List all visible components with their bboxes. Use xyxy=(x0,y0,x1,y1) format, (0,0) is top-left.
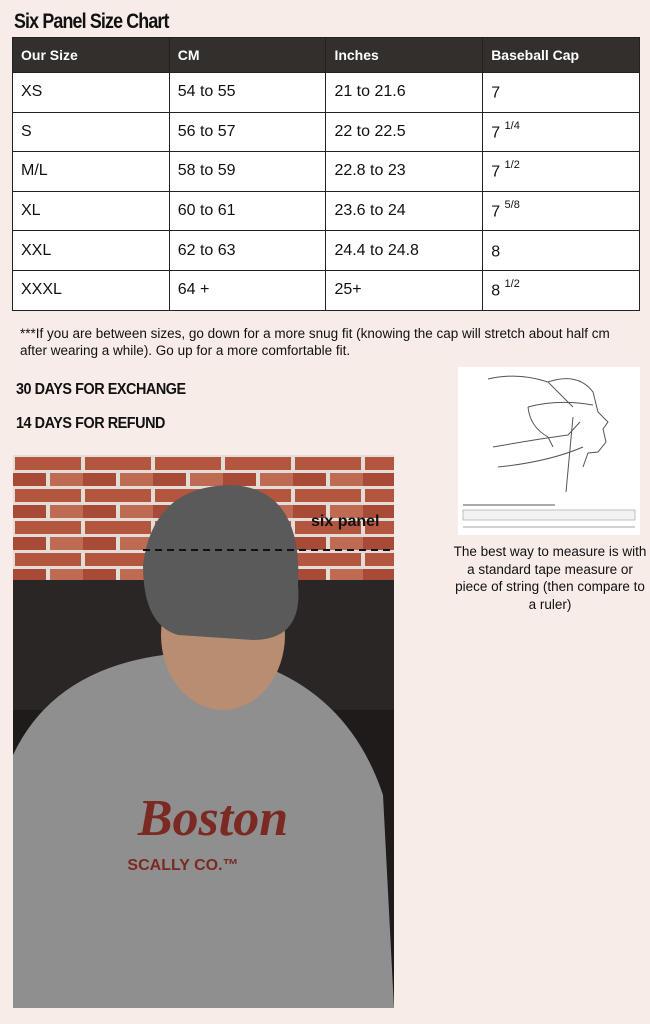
cell-inches xyxy=(326,152,483,192)
cell-size xyxy=(13,152,170,192)
cell-baseball-cap xyxy=(483,73,640,113)
cell-inches-value: 22.8 to 23 xyxy=(334,162,406,180)
cell-cm xyxy=(169,191,326,231)
cell-baseball-cap-value: 7 xyxy=(491,84,501,102)
exchange-policy: 30 DAYS FOR EXCHANGE xyxy=(16,381,186,398)
cap-fraction: 1/2 xyxy=(504,278,520,291)
cell-cm xyxy=(169,73,326,113)
six-panel-label: six panel xyxy=(311,513,380,530)
cell-baseball-cap-value: 8 xyxy=(491,282,501,300)
page-title: Six Panel Size Chart xyxy=(14,10,169,33)
model-photo xyxy=(13,455,394,1008)
table-header-row xyxy=(13,38,640,73)
table-row xyxy=(13,112,640,152)
cell-cm-value: 58 to 59 xyxy=(177,162,236,180)
cell-inches-value: 23.6 to 24 xyxy=(334,202,406,220)
cell-baseball-cap xyxy=(483,270,640,310)
cell-size-value: XXXL xyxy=(21,281,62,299)
table-row xyxy=(13,270,640,310)
cell-size-value: XXL xyxy=(21,241,52,259)
cell-size xyxy=(13,191,170,231)
cell-inches xyxy=(326,191,483,231)
table-row xyxy=(13,191,640,231)
cell-baseball-cap xyxy=(483,191,640,231)
header-inches: Inches xyxy=(326,38,483,73)
cell-cm xyxy=(169,112,326,152)
header-our-size: Our Size xyxy=(13,38,170,73)
cell-size-value: S xyxy=(21,122,32,140)
cell-inches xyxy=(326,270,483,310)
cell-inches-value: 22 to 22.5 xyxy=(334,122,406,140)
size-chart-table xyxy=(12,37,640,311)
cap-fraction: 1/2 xyxy=(504,159,520,172)
header-baseball-cap: Baseball Cap xyxy=(483,38,640,73)
cell-baseball-cap-value: 8 xyxy=(491,242,501,260)
cell-inches xyxy=(326,112,483,152)
cell-size xyxy=(13,231,170,271)
cap-fraction: 5/8 xyxy=(504,198,520,211)
cell-inches xyxy=(326,231,483,271)
cell-inches-value: 25+ xyxy=(334,281,362,299)
cell-cm-value: 64 + xyxy=(177,281,210,299)
head-measure-illustration xyxy=(458,367,640,535)
cell-size-value: XS xyxy=(21,83,43,101)
sizing-note: ***If you are between sizes, go down for a more snug fit (knowing the cap will stretch about half cm after wearing a while). Go up for a more comfortable fit. xyxy=(20,326,610,358)
cell-inches-value: 21 to 21.6 xyxy=(334,83,406,101)
cell-size xyxy=(13,73,170,113)
cell-baseball-cap-value: 7 xyxy=(491,124,501,142)
cell-cm-value: 62 to 63 xyxy=(177,241,236,259)
cell-inches xyxy=(326,73,483,113)
measuring-diagram xyxy=(458,367,640,535)
cap-fraction: 1/4 xyxy=(504,119,520,132)
cell-cm xyxy=(169,270,326,310)
measure-caption: The best way to measure is with a standard tape measure or piece of string (then compare to a ruler) xyxy=(453,544,647,612)
cell-inches-value: 24.4 to 24.8 xyxy=(334,241,419,259)
cell-cm-value: 56 to 57 xyxy=(177,122,236,140)
refund-policy: 14 DAYS FOR REFUND xyxy=(16,415,166,432)
cell-baseball-cap xyxy=(483,112,640,152)
cell-cm-value: 54 to 55 xyxy=(177,83,236,101)
cell-baseball-cap xyxy=(483,231,640,271)
cell-cm xyxy=(169,231,326,271)
table-row xyxy=(13,152,640,192)
cell-size xyxy=(13,112,170,152)
cell-cm xyxy=(169,152,326,192)
cell-cm-value: 60 to 61 xyxy=(177,202,236,220)
cell-size-value: M/L xyxy=(21,162,48,180)
shirt-logo-boston: Boston xyxy=(137,790,289,847)
cell-size xyxy=(13,270,170,310)
cell-baseball-cap xyxy=(483,152,640,192)
table-row xyxy=(13,73,640,113)
shirt-logo-sub: SCALLY CO.™ xyxy=(127,857,239,874)
table-row xyxy=(13,231,640,271)
model-wearing-cap-image xyxy=(13,455,394,1008)
cell-baseball-cap-value: 7 xyxy=(491,163,501,181)
cell-baseball-cap-value: 7 xyxy=(491,203,501,221)
header-cm: CM xyxy=(169,38,326,73)
cell-size-value: XL xyxy=(21,202,41,220)
